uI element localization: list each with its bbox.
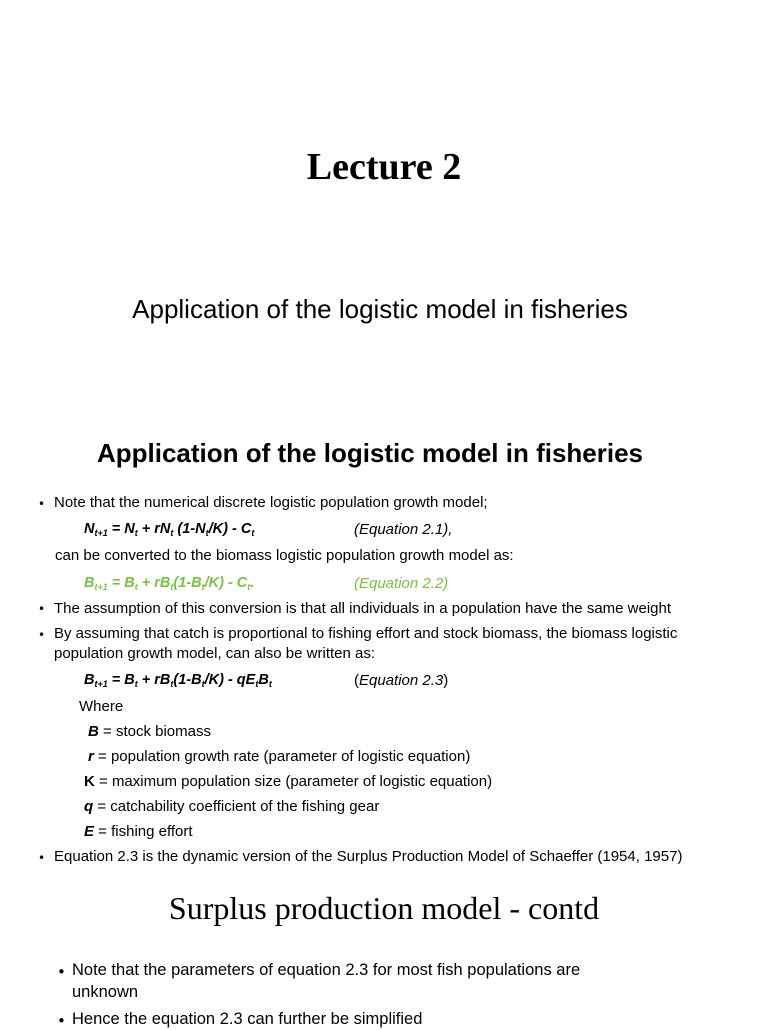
equation-2-3-label: (Equation 2.3) (354, 672, 449, 689)
def-growth-rate: r = population growth rate (parameter of logistic equation) (88, 748, 471, 765)
equation-2-1: $N_{t+1} = N_t + rN_t$ $(1-N_t/K) - C_t$ (84, 521, 255, 538)
slide2-title: Application of the logistic model in fisheries (96, 438, 644, 468)
equation-2-3: $B_{t+1} = B_t + rB_t(1-B_t/K) - qE_tB_t$ (84, 672, 272, 689)
lecture-title: Lecture 2 (306, 146, 462, 188)
bullet-catch-line1: By assuming that catch is proportional to fishing effort and stock biomass, the biomass logistic (54, 625, 678, 642)
bullet-catch-line2: population growth model, can also be written as: (54, 645, 376, 662)
bullet-icon: • (38, 851, 46, 865)
def-stock-biomass: B = stock biomass (88, 723, 211, 740)
def-fishing-effort: E = fishing effort (84, 823, 193, 840)
lecture-subtitle: Application of the logistic model in fisheries (132, 294, 628, 324)
bullet-simplified: Hence the equation 2.3 can further be simplified (72, 1010, 423, 1028)
bullet-icon: • (38, 628, 46, 642)
bullet-assumption: The assumption of this conversion is that all individuals in a population have the same weight (54, 600, 672, 617)
bullet-icon: • (38, 602, 46, 616)
bullet-icon: • (38, 497, 46, 511)
bullet-parameters-line2: unknown (72, 983, 139, 1001)
bullet-icon: • (57, 1012, 66, 1030)
equation-2-2-label: (Equation 2.2) (354, 575, 449, 592)
bullet-icon: • (57, 963, 66, 981)
slide3-title: Surplus production model - contd (168, 890, 600, 926)
bullet-parameters-line1: Note that the parameters of equation 2.3 for most fish populations are (72, 961, 581, 979)
bullet-schaeffer: Equation 2.3 is the dynamic version of the Surplus Production Model of Schaeffer (1954, 1957) (54, 848, 683, 865)
bullet-discrete-model: Note that the numerical discrete logistic population growth model; (54, 494, 488, 511)
converted-text: can be converted to the biomass logistic population growth model as: (55, 547, 514, 564)
equation-2-1-label: (Equation 2.1), (354, 521, 453, 538)
def-max-population: K = maximum population size (parameter of logistic equation) (84, 773, 493, 790)
where-label: Where (79, 698, 124, 715)
def-catchability: q = catchability coefficient of the fishing gear (84, 798, 380, 815)
equation-2-2: $B_{t+1} = B_t + rB_t(1-B_t/K) - C_t$. (84, 575, 255, 592)
